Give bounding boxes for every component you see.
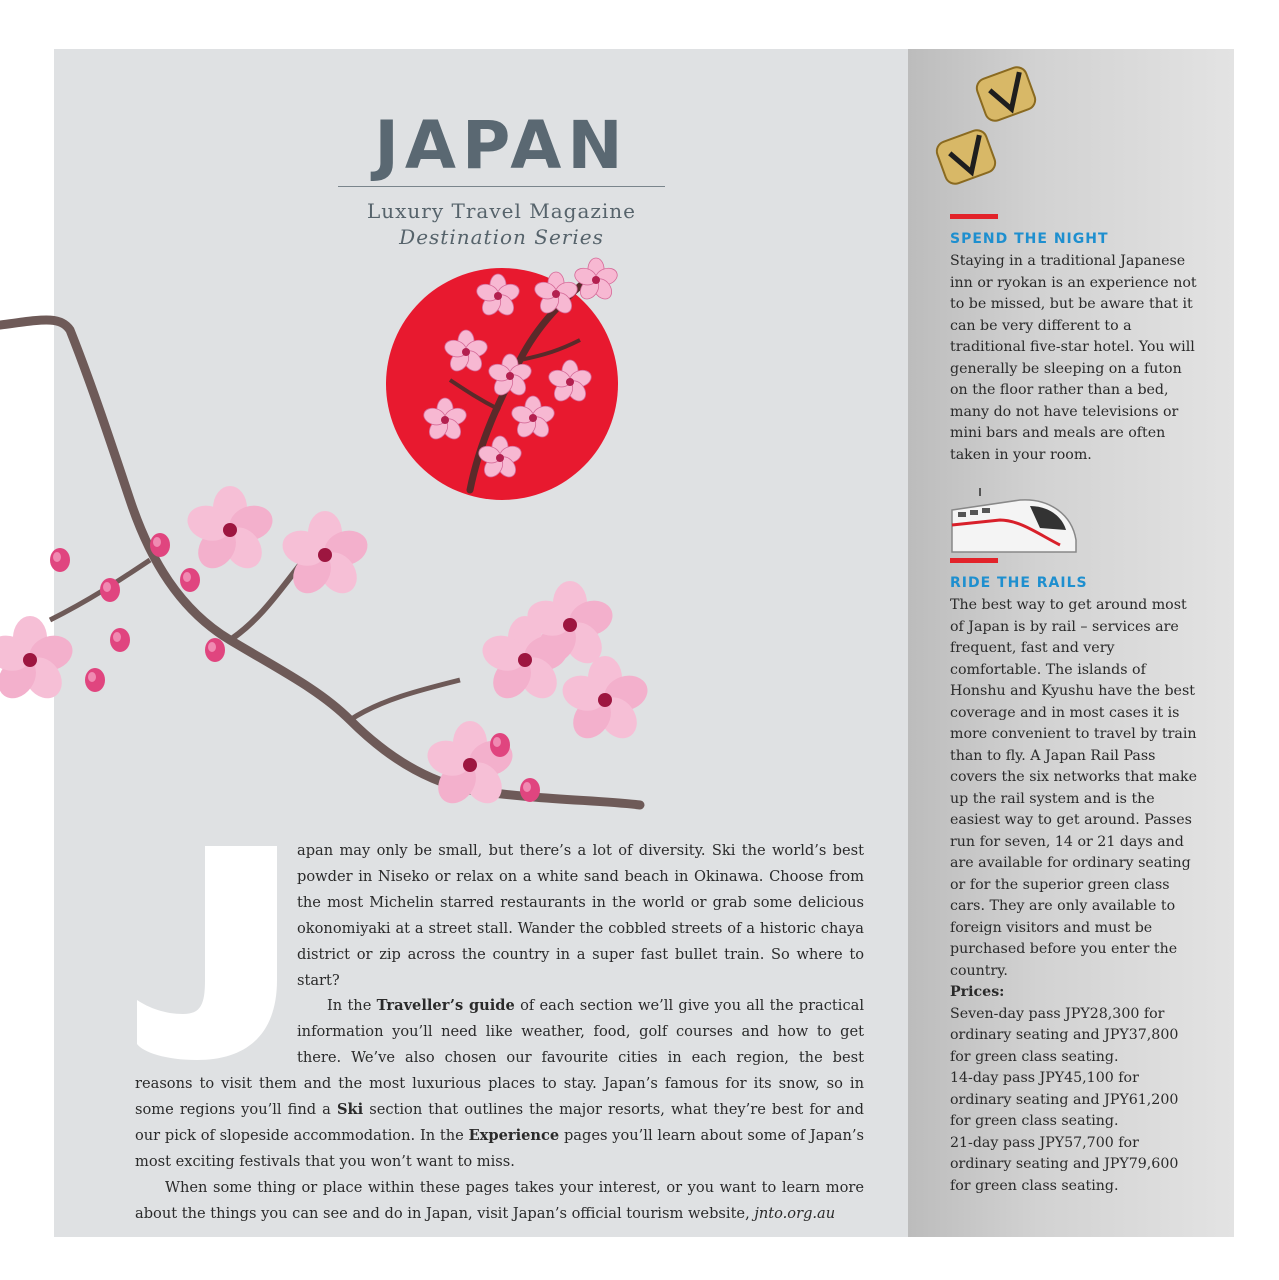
night-heading: SPEND THE NIGHT xyxy=(950,231,1109,247)
dropcap-j xyxy=(135,840,295,1060)
rails-text: The best way to get around most of Japan is by rail – services are frequent, fast and very comfortable. The islands of Honshu and Kyushu have the best coverage and in most cases it is more convenient to travel by train than to fly. A Japan Rail Pass covers the six networks that make up the rail system and is the easiest way to get around. Passes run for seven, 14 or 21 days and are available for ordinary seating or for the superior green class cars. They are only available to foreign visitors and must be purchased before you enter the country. Prices: Seven-day pass JPY28,300 for ordinary seating and JPY37,800 for green class seating. 14-day pass JPY45,100 for ordinary seating and JPY61,200 for green class seating. 21-day pass JPY57,700 for ordinary seating and JPY79,600 for green class seating. xyxy=(950,595,1200,1197)
magazine-name: Luxury Travel Magazine xyxy=(366,199,637,223)
prices-label: Prices: xyxy=(950,984,1005,1000)
rails-accent-bar xyxy=(950,558,998,563)
intro-article xyxy=(135,838,864,1227)
price-21-day: 21-day pass JPY57,700 for ordinary seating and JPY79,600 for green class seating. xyxy=(950,1134,1179,1194)
page-title: JAPAN xyxy=(374,107,629,184)
price-14-day: 14-day pass JPY45,100 for ordinary seating and JPY61,200 for green class seating. xyxy=(950,1070,1179,1129)
night-accent-bar xyxy=(950,214,998,219)
bullet-train-icon xyxy=(952,488,1076,552)
intro-paragraph-2: In the Traveller’s guide of each section we’ll give you all the practical information you’ll need like weather, food, golf courses and how to get there. We’ve also chosen our favourite cities in each region, the best reasons to visit them and the most luxurious places to stay. Japan’s famous for its snow, so in some regions you’ll find a Ski section that outlines the major resorts, what they’re best for and our pick of slopeside accommodation. In the Experience pages you’ll learn about some of Japan’s most exciting festivals that you won’t want to miss. xyxy=(135,997,865,1170)
geta-sandals-icon xyxy=(934,64,1038,186)
price-seven-day: Seven-day pass JPY28,300 for ordinary seating and JPY37,800 for green class seating. xyxy=(950,1005,1179,1065)
intro-paragraph-3: When some thing or place within these pages takes your interest, or you want to learn more about the things you can see and do in Japan, visit Japan’s official tourism website, jnto.org.au xyxy=(135,1178,864,1222)
intro-paragraph-1: apan may only be small, but there’s a lot of diversity. Ski the world’s best powder in Niseko or relax on a white sand beach in Okinawa. Choose from the most Michelin starred restaurants in the world or grab some delicious okonomiyaki at a street stall. Wander the cobbled streets of a historic chaya district or zip across the country in a super fast bullet train. So where to start? xyxy=(297,842,864,989)
night-text: Staying in a traditional Japanese inn or ryokan is an experience not to be missed, but be aware that it can be very different to a traditional five-star hotel. You will generally be sleeping on a futon on the floor rather than a bed, many do not have televisions or mini bars and meals are often taken in your room. xyxy=(950,253,1197,463)
tourism-website-link[interactable]: jnto.org.au xyxy=(754,1204,836,1222)
rails-heading: RIDE THE RAILS xyxy=(950,575,1088,591)
series-name: Destination Series xyxy=(399,225,604,249)
